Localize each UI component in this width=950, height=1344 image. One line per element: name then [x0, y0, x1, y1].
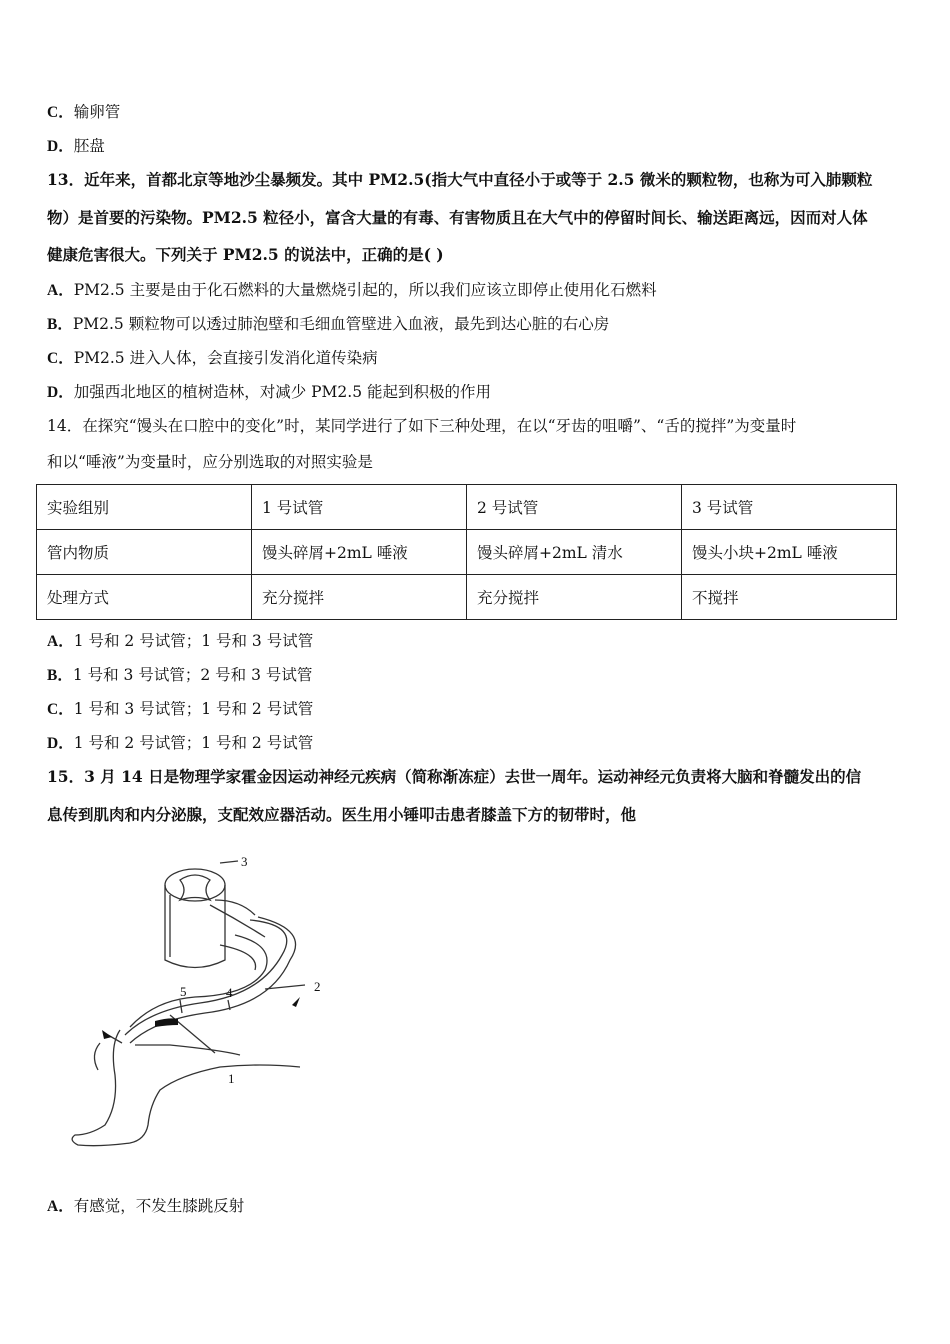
q15-stem-line-2: 息传到肌肉和内分泌腺，支配效应器活动。医生用小锤叩击患者膝盖下方的韧带时，他 — [47, 805, 637, 824]
table-cell: 2 号试管 — [467, 485, 682, 530]
option-text: PM2.5 颗粒物可以透过肺泡壁和毛细血管壁进入血液，最先到达心脏的右心房 — [72, 315, 610, 333]
option-letter: A． — [47, 282, 74, 299]
table-cell: 馒头小块+2mL 唾液 — [682, 530, 897, 575]
option-text: 有感觉，不发生膝跳反射 — [73, 1197, 245, 1215]
table-row — [37, 575, 897, 620]
table-cell: 实验组别 — [37, 485, 252, 530]
q14-option-a — [47, 631, 313, 652]
option-text: 1 号和 2 号试管；1 号和 3 号试管 — [73, 632, 314, 650]
table-cell: 处理方式 — [37, 575, 252, 620]
table-row — [37, 485, 897, 530]
q15-stem-line-1: 15．3 月 14 日是物理学家霍金因运动神经元疾病（简称渐冻症）去世一周年。运动神经元负责将大脑和脊髓发出的信 — [47, 767, 862, 786]
q13-option-d — [47, 382, 491, 403]
option-c-prev — [47, 102, 120, 123]
reflex-arc-diagram — [60, 845, 350, 1165]
q13-option-a — [47, 280, 657, 301]
label-5: 5 — [180, 984, 187, 999]
option-text: 1 号和 3 号试管；1 号和 2 号试管 — [73, 700, 314, 718]
table-cell: 管内物质 — [37, 530, 252, 575]
option-text: 1 号和 2 号试管；1 号和 2 号试管 — [73, 734, 314, 752]
q13-option-c — [47, 348, 378, 369]
option-letter: C． — [47, 701, 74, 718]
label-1: 1 — [228, 1071, 235, 1086]
option-letter: C． — [47, 104, 74, 121]
option-text: 输卵管 — [73, 103, 121, 121]
option-letter: D． — [47, 138, 74, 155]
table-cell: 3 号试管 — [682, 485, 897, 530]
table-row — [37, 530, 897, 575]
option-text: 1 号和 3 号试管；2 号和 3 号试管 — [72, 666, 313, 684]
q13-stem-line-3: 健康危害很大。下列关于 PM2.5 的说法中，正确的是( ) — [47, 245, 444, 264]
option-text: PM2.5 进入人体，会直接引发消化道传染病 — [73, 349, 378, 367]
option-letter: A． — [47, 633, 74, 650]
experiment-table — [36, 484, 897, 620]
option-letter: B． — [47, 667, 73, 684]
option-d-prev — [47, 136, 105, 157]
table-cell: 不搅拌 — [682, 575, 897, 620]
table-cell: 充分搅拌 — [252, 575, 467, 620]
q14-stem-line-1: 14．在探究“馒头在口腔中的变化”时，某同学进行了如下三种处理，在以“牙齿的咀嚼”、“舌的搅拌”为变量时 — [47, 417, 797, 435]
option-letter: D． — [47, 735, 74, 752]
option-letter: D． — [47, 384, 74, 401]
q14-option-c — [47, 699, 313, 720]
label-4: 4 — [226, 985, 233, 1000]
q13-stem-line-2: 物）是首要的污染物。PM2.5 粒径小，富含大量的有毒、有害物质且在大气中的停留时间长、输送距离远，因而对人体 — [47, 208, 868, 227]
label-2: 2 — [314, 979, 321, 994]
option-text: PM2.5 主要是由于化石燃料的大量燃烧引起的，所以我们应该立即停止使用化石燃料 — [73, 281, 657, 299]
option-text: 胚盘 — [73, 137, 105, 155]
option-text: 加强西北地区的植树造林，对减少 PM2.5 能起到积极的作用 — [73, 383, 492, 401]
option-letter: C． — [47, 350, 74, 367]
q15-option-a — [47, 1196, 244, 1217]
table-cell: 馒头碎屑+2mL 唾液 — [252, 530, 467, 575]
option-letter: B． — [47, 316, 73, 333]
q13-option-b — [47, 314, 609, 335]
q14-option-d — [47, 733, 313, 754]
q13-stem-line-1: 13．近年来，首都北京等地沙尘暴频发。其中 PM2.5(指大气中直径小于或等于 2.5 微米的颗粒物，也称为可入肺颗粒 — [47, 170, 873, 189]
table-cell: 1 号试管 — [252, 485, 467, 530]
label-3: 3 — [241, 854, 248, 869]
table-cell: 充分搅拌 — [467, 575, 682, 620]
q14-option-b — [47, 665, 312, 686]
option-letter: A． — [47, 1198, 74, 1215]
q14-stem-line-2: 和以“唾液”为变量时，应分别选取的对照实验是 — [47, 453, 373, 471]
table-cell: 馒头碎屑+2mL 清水 — [467, 530, 682, 575]
